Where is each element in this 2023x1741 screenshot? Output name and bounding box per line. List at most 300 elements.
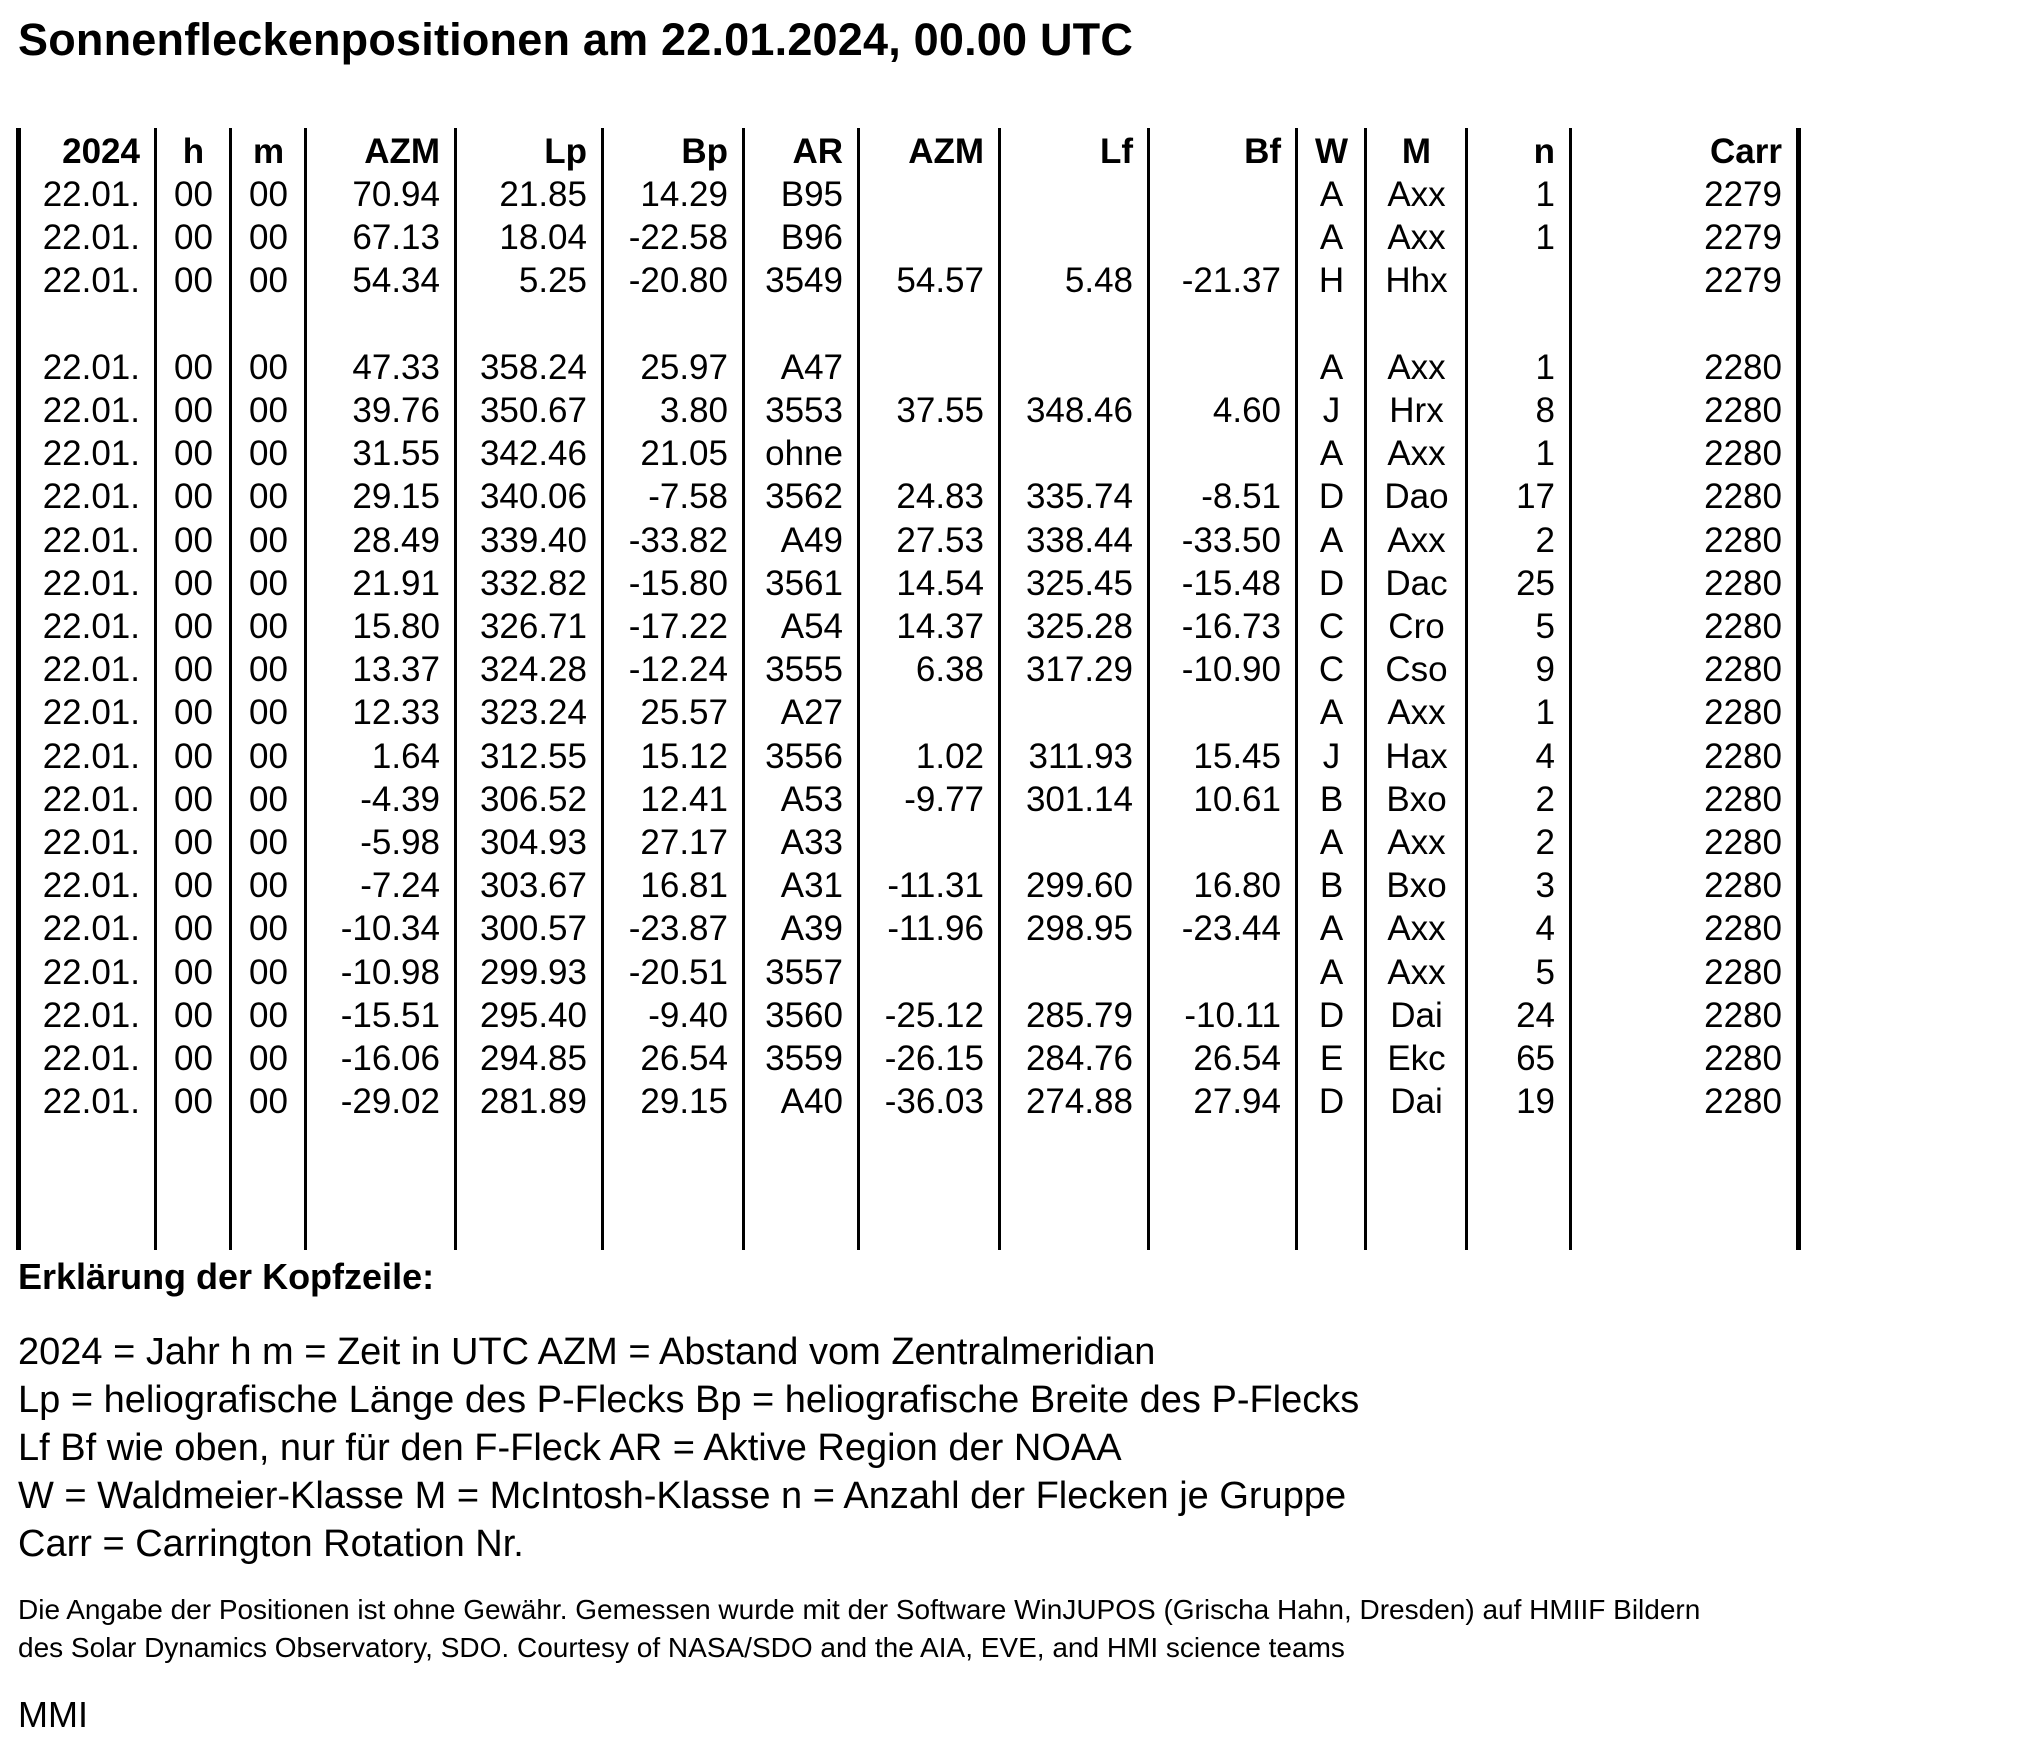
cell-date: 22.01.: [42, 607, 140, 646]
cell-ar: 3549: [765, 261, 843, 300]
cell-mcintosh: Cro: [1388, 607, 1445, 646]
cell-lp: 18.04: [499, 218, 587, 257]
cell-bp: -12.24: [628, 650, 728, 689]
cell-carrington: 2280: [1704, 780, 1782, 819]
cell-waldmeier: D: [1318, 564, 1345, 603]
cell-ar: 3557: [765, 953, 843, 992]
cell-hour: 00: [174, 996, 213, 1035]
cell-ar: A53: [780, 780, 843, 819]
cell-count: 1: [1535, 693, 1555, 732]
header-ar: AR: [792, 132, 843, 171]
cell-minute: 00: [249, 521, 288, 560]
cell-date: 22.01.: [42, 823, 140, 862]
cell-bp: 29.15: [640, 1082, 728, 1121]
cell-lf: 285.79: [1025, 996, 1133, 1035]
cell-azm-p: 70.94: [352, 175, 440, 214]
cell-bp: 3.80: [659, 391, 728, 430]
cell-lp: 294.85: [479, 1039, 587, 1078]
column-rule: [454, 128, 457, 1250]
column-rule: [742, 128, 745, 1250]
cell-date: 22.01.: [42, 953, 140, 992]
cell-minute: 00: [249, 348, 288, 387]
cell-azm-f: -9.77: [904, 780, 984, 819]
cell-carrington: 2280: [1704, 693, 1782, 732]
cell-azm-p: 1.64: [371, 737, 440, 776]
cell-azm-p: 13.37: [352, 650, 440, 689]
cell-ar: 3555: [765, 650, 843, 689]
cell-carrington: 2279: [1704, 218, 1782, 257]
cell-minute: 00: [249, 1082, 288, 1121]
cell-hour: 00: [174, 607, 213, 646]
cell-ar: A49: [780, 521, 843, 560]
cell-carrington: 2280: [1704, 953, 1782, 992]
cell-bp: 15.12: [640, 737, 728, 776]
cell-count: 65: [1516, 1039, 1555, 1078]
cell-azm-f: 27.53: [896, 521, 984, 560]
cell-count: 24: [1516, 996, 1555, 1035]
cell-date: 22.01.: [42, 693, 140, 732]
cell-count: 4: [1535, 737, 1555, 776]
cell-bp: 12.41: [640, 780, 728, 819]
cell-ar: A54: [780, 607, 843, 646]
cell-hour: 00: [174, 693, 213, 732]
cell-mcintosh: Ekc: [1387, 1039, 1446, 1078]
cell-hour: 00: [174, 218, 213, 257]
cell-waldmeier: A: [1319, 693, 1344, 732]
explanation-line-year-time: 2024 = Jahr h m = Zeit in UTC AZM = Abstand vom Zentralmeridian: [18, 1331, 1156, 1373]
cell-count: 9: [1535, 650, 1555, 689]
header-bp: Bp: [681, 132, 728, 171]
cell-azm-p: -16.06: [340, 1039, 440, 1078]
cell-hour: 00: [174, 348, 213, 387]
cell-bp: -17.22: [628, 607, 728, 646]
cell-lf: 299.60: [1025, 866, 1133, 905]
cell-minute: 00: [249, 737, 288, 776]
cell-bf: 15.45: [1193, 737, 1281, 776]
cell-minute: 00: [249, 996, 288, 1035]
cell-hour: 00: [174, 1039, 213, 1078]
cell-waldmeier: A: [1319, 218, 1344, 257]
cell-lp: 295.40: [479, 996, 587, 1035]
cell-carrington: 2280: [1704, 823, 1782, 862]
cell-lp: 326.71: [479, 607, 587, 646]
cell-hour: 00: [174, 175, 213, 214]
cell-minute: 00: [249, 866, 288, 905]
cell-lp: 323.24: [479, 693, 587, 732]
cell-lp: 281.89: [479, 1082, 587, 1121]
cell-bp: 14.29: [640, 175, 728, 214]
cell-hour: 00: [174, 434, 213, 473]
cell-ar: 3553: [765, 391, 843, 430]
cell-count: 17: [1516, 477, 1555, 516]
cell-bp: 26.54: [640, 1039, 728, 1078]
cell-date: 22.01.: [42, 564, 140, 603]
cell-mcintosh: Axx: [1387, 434, 1446, 473]
cell-ar: A39: [780, 909, 843, 948]
cell-lp: 304.93: [479, 823, 587, 862]
cell-azm-p: 15.80: [352, 607, 440, 646]
cell-lp: 342.46: [479, 434, 587, 473]
cell-lp: 5.25: [518, 261, 587, 300]
cell-minute: 00: [249, 564, 288, 603]
cell-lp: 303.67: [479, 866, 587, 905]
header-mcintosh: M: [1401, 132, 1432, 171]
cell-count: 2: [1535, 521, 1555, 560]
cell-waldmeier: A: [1319, 953, 1344, 992]
cell-minute: 00: [249, 175, 288, 214]
cell-waldmeier: C: [1318, 607, 1345, 646]
cell-bf: 10.61: [1193, 780, 1281, 819]
cell-waldmeier: D: [1318, 477, 1345, 516]
cell-mcintosh: Hhx: [1385, 261, 1448, 300]
cell-lf: 338.44: [1025, 521, 1133, 560]
cell-bf: -8.51: [1201, 477, 1281, 516]
cell-date: 22.01.: [42, 175, 140, 214]
cell-bp: -22.58: [628, 218, 728, 257]
cell-date: 22.01.: [42, 1039, 140, 1078]
cell-bf: 26.54: [1193, 1039, 1281, 1078]
cell-bp: -33.82: [628, 521, 728, 560]
cell-lp: 324.28: [479, 650, 587, 689]
cell-date: 22.01.: [42, 218, 140, 257]
cell-lp: 350.67: [479, 391, 587, 430]
cell-ar: A40: [780, 1082, 843, 1121]
cell-bp: -20.51: [628, 953, 728, 992]
cell-date: 22.01.: [42, 391, 140, 430]
cell-count: 25: [1516, 564, 1555, 603]
explanation-line-carrington: Carr = Carrington Rotation Nr.: [18, 1523, 524, 1565]
cell-ar: 3559: [765, 1039, 843, 1078]
cell-count: 19: [1516, 1082, 1555, 1121]
column-rule: [1796, 128, 1801, 1250]
cell-count: 1: [1535, 218, 1555, 257]
column-rule: [601, 128, 604, 1250]
cell-carrington: 2280: [1704, 607, 1782, 646]
cell-hour: 00: [174, 823, 213, 862]
cell-minute: 00: [249, 780, 288, 819]
cell-azm-p: -5.98: [360, 823, 440, 862]
column-rule: [1569, 128, 1572, 1250]
cell-hour: 00: [174, 477, 213, 516]
cell-hour: 00: [174, 391, 213, 430]
column-rule: [1465, 128, 1468, 1250]
cell-bp: 16.81: [640, 866, 728, 905]
cell-minute: 00: [249, 434, 288, 473]
header-date: 2024: [62, 132, 140, 171]
cell-azm-f: -25.12: [884, 996, 984, 1035]
cell-mcintosh: Axx: [1387, 521, 1446, 560]
cell-carrington: 2280: [1704, 391, 1782, 430]
cell-waldmeier: E: [1319, 1039, 1344, 1078]
cell-bf: -15.48: [1181, 564, 1281, 603]
cell-mcintosh: Cso: [1385, 650, 1448, 689]
cell-date: 22.01.: [42, 1082, 140, 1121]
cell-lf: 348.46: [1025, 391, 1133, 430]
cell-mcintosh: Axx: [1387, 175, 1446, 214]
cell-carrington: 2280: [1704, 348, 1782, 387]
cell-ar: ohne: [765, 434, 843, 473]
header-azm-f: AZM: [908, 132, 984, 171]
cell-azm-p: 12.33: [352, 693, 440, 732]
cell-lf: 284.76: [1025, 1039, 1133, 1078]
header-lf: Lf: [1099, 132, 1133, 171]
cell-hour: 00: [174, 866, 213, 905]
cell-waldmeier: B: [1319, 780, 1344, 819]
cell-azm-p: -4.39: [360, 780, 440, 819]
cell-ar: A47: [780, 348, 843, 387]
cell-bp: -20.80: [628, 261, 728, 300]
cell-carrington: 2280: [1704, 477, 1782, 516]
cell-bf: -10.11: [1184, 996, 1281, 1035]
cell-bf: -10.90: [1181, 650, 1281, 689]
cell-minute: 00: [249, 607, 288, 646]
cell-lf: 274.88: [1025, 1082, 1133, 1121]
cell-mcintosh: Dai: [1390, 1082, 1443, 1121]
cell-azm-f: -26.15: [884, 1039, 984, 1078]
column-rule: [857, 128, 860, 1250]
cell-ar: 3561: [765, 564, 843, 603]
header-waldmeier: W: [1314, 132, 1349, 171]
cell-minute: 00: [249, 1039, 288, 1078]
cell-lf: 325.45: [1025, 564, 1133, 603]
cell-bf: -16.73: [1181, 607, 1281, 646]
disclaimer-line-2: des Solar Dynamics Observatory, SDO. Courtesy of NASA/SDO and the AIA, EVE, and HMI science teams: [18, 1632, 1345, 1663]
cell-count: 2: [1535, 780, 1555, 819]
cell-lp: 300.57: [479, 909, 587, 948]
cell-minute: 00: [249, 953, 288, 992]
cell-bf: 16.80: [1193, 866, 1281, 905]
cell-hour: 00: [174, 564, 213, 603]
explanation-title: Erklärung der Kopfzeile:: [18, 1256, 435, 1297]
cell-minute: 00: [249, 909, 288, 948]
cell-date: 22.01.: [42, 909, 140, 948]
cell-azm-p: 29.15: [352, 477, 440, 516]
explanation-line-classes: W = Waldmeier-Klasse M = McIntosh-Klasse n = Anzahl der Flecken je Gruppe: [18, 1475, 1347, 1517]
cell-mcintosh: Dao: [1384, 477, 1449, 516]
cell-count: 1: [1535, 175, 1555, 214]
cell-azm-f: 54.57: [896, 261, 984, 300]
cell-minute: 00: [249, 693, 288, 732]
header-azm-p: AZM: [364, 132, 440, 171]
cell-bp: 25.97: [640, 348, 728, 387]
cell-date: 22.01.: [42, 780, 140, 819]
cell-lp: 340.06: [479, 477, 587, 516]
cell-lp: 358.24: [479, 348, 587, 387]
cell-ar: B96: [780, 218, 843, 257]
cell-carrington: 2279: [1704, 175, 1782, 214]
cell-carrington: 2280: [1704, 1082, 1782, 1121]
cell-carrington: 2280: [1704, 650, 1782, 689]
cell-count: 8: [1535, 391, 1555, 430]
cell-lf: 325.28: [1025, 607, 1133, 646]
cell-bp: -9.40: [648, 996, 728, 1035]
cell-lp: 312.55: [479, 737, 587, 776]
cell-carrington: 2280: [1704, 737, 1782, 776]
cell-hour: 00: [174, 780, 213, 819]
explanation-line-lf-bf: Lf Bf wie oben, nur für den F-Fleck AR = Aktive Region der NOAA: [18, 1427, 1122, 1469]
cell-azm-p: -7.24: [360, 866, 440, 905]
cell-ar: A31: [780, 866, 843, 905]
cell-carrington: 2279: [1704, 261, 1782, 300]
cell-mcintosh: Bxo: [1386, 780, 1447, 819]
cell-carrington: 2280: [1704, 996, 1782, 1035]
cell-waldmeier: H: [1318, 261, 1345, 300]
header-bf: Bf: [1244, 132, 1281, 171]
cell-date: 22.01.: [42, 434, 140, 473]
page-title: Sonnenfleckenpositionen am 22.01.2024, 00.00 UTC: [18, 14, 1134, 65]
cell-carrington: 2280: [1704, 909, 1782, 948]
cell-ar: A27: [780, 693, 843, 732]
cell-azm-f: 6.38: [915, 650, 984, 689]
cell-carrington: 2280: [1704, 1039, 1782, 1078]
cell-lf: 311.93: [1028, 737, 1133, 776]
cell-count: 4: [1535, 909, 1555, 948]
cell-count: 5: [1535, 607, 1555, 646]
cell-azm-p: 54.34: [352, 261, 440, 300]
cell-azm-p: -10.98: [340, 953, 440, 992]
cell-azm-f: -11.96: [887, 909, 984, 948]
cell-date: 22.01.: [42, 737, 140, 776]
cell-bp: 21.05: [640, 434, 728, 473]
cell-count: 3: [1535, 866, 1555, 905]
cell-waldmeier: A: [1319, 823, 1344, 862]
cell-mcintosh: Bxo: [1386, 866, 1447, 905]
cell-waldmeier: A: [1319, 434, 1344, 473]
column-rule: [304, 128, 307, 1250]
cell-lf: 301.14: [1025, 780, 1133, 819]
header-count: n: [1533, 132, 1555, 171]
cell-mcintosh: Dac: [1385, 564, 1448, 603]
cell-date: 22.01.: [42, 996, 140, 1035]
cell-azm-f: -36.03: [884, 1082, 984, 1121]
cell-minute: 00: [249, 391, 288, 430]
cell-azm-f: 24.83: [896, 477, 984, 516]
cell-ar: A33: [780, 823, 843, 862]
cell-lp: 339.40: [479, 521, 587, 560]
cell-minute: 00: [249, 261, 288, 300]
cell-lp: 299.93: [479, 953, 587, 992]
cell-lf: 317.29: [1025, 650, 1133, 689]
cell-waldmeier: J: [1322, 391, 1341, 430]
cell-azm-p: -10.34: [340, 909, 440, 948]
cell-waldmeier: C: [1318, 650, 1345, 689]
cell-carrington: 2280: [1704, 866, 1782, 905]
header-lp: Lp: [544, 132, 587, 171]
column-rule: [1147, 128, 1150, 1250]
cell-azm-f: 14.54: [896, 564, 984, 603]
cell-mcintosh: Dai: [1390, 996, 1443, 1035]
cell-azm-p: -15.51: [340, 996, 440, 1035]
column-rule: [998, 128, 1001, 1250]
column-rule: [229, 128, 232, 1250]
cell-lp: 332.82: [479, 564, 587, 603]
cell-bp: 25.57: [640, 693, 728, 732]
cell-waldmeier: A: [1319, 348, 1344, 387]
cell-minute: 00: [249, 218, 288, 257]
header-carrington: Carr: [1710, 132, 1782, 171]
cell-azm-p: 28.49: [352, 521, 440, 560]
cell-waldmeier: A: [1319, 909, 1344, 948]
cell-lp: 306.52: [479, 780, 587, 819]
cell-mcintosh: Axx: [1387, 218, 1446, 257]
cell-ar: B95: [780, 175, 843, 214]
cell-bp: -15.80: [628, 564, 728, 603]
column-rule: [1295, 128, 1298, 1250]
cell-bf: -33.50: [1181, 521, 1281, 560]
cell-lp: 21.85: [499, 175, 587, 214]
cell-count: 2: [1535, 823, 1555, 862]
cell-hour: 00: [174, 909, 213, 948]
cell-count: 1: [1535, 434, 1555, 473]
cell-waldmeier: A: [1319, 521, 1344, 560]
cell-mcintosh: Axx: [1387, 348, 1446, 387]
cell-minute: 00: [249, 823, 288, 862]
header-hour: h: [182, 132, 205, 171]
cell-date: 22.01.: [42, 477, 140, 516]
author-signature: MMI: [18, 1694, 88, 1735]
cell-waldmeier: D: [1318, 996, 1345, 1035]
cell-azm-f: -11.31: [887, 866, 984, 905]
cell-lf: 5.48: [1064, 261, 1133, 300]
explanation-line-lp-bp: Lp = heliografische Länge des P-Flecks Bp = heliografische Breite des P-Flecks: [18, 1379, 1360, 1421]
cell-hour: 00: [174, 521, 213, 560]
cell-azm-f: 37.55: [896, 391, 984, 430]
cell-mcintosh: Axx: [1387, 823, 1446, 862]
cell-lf: 335.74: [1025, 477, 1133, 516]
cell-azm-p: 47.33: [352, 348, 440, 387]
cell-bf: 27.94: [1193, 1082, 1281, 1121]
column-rule: [154, 128, 157, 1250]
cell-ar: 3560: [765, 996, 843, 1035]
column-rule: [1364, 128, 1367, 1250]
cell-azm-f: 14.37: [896, 607, 984, 646]
cell-bp: -23.87: [628, 909, 728, 948]
header-minute: m: [252, 132, 285, 171]
cell-ar: 3556: [765, 737, 843, 776]
cell-waldmeier: A: [1319, 175, 1344, 214]
cell-azm-p: 67.13: [352, 218, 440, 257]
cell-date: 22.01.: [42, 866, 140, 905]
cell-mcintosh: Axx: [1387, 693, 1446, 732]
cell-azm-p: 21.91: [352, 564, 440, 603]
cell-hour: 00: [174, 1082, 213, 1121]
cell-lf: 298.95: [1025, 909, 1133, 948]
cell-azm-p: 39.76: [352, 391, 440, 430]
cell-mcintosh: Hax: [1385, 737, 1448, 776]
cell-date: 22.01.: [42, 261, 140, 300]
cell-hour: 00: [174, 737, 213, 776]
cell-azm-p: 31.55: [352, 434, 440, 473]
cell-minute: 00: [249, 650, 288, 689]
cell-hour: 00: [174, 261, 213, 300]
cell-waldmeier: B: [1319, 866, 1344, 905]
cell-waldmeier: J: [1322, 737, 1341, 776]
cell-mcintosh: Hrx: [1389, 391, 1444, 430]
cell-hour: 00: [174, 650, 213, 689]
cell-carrington: 2280: [1704, 434, 1782, 473]
cell-waldmeier: D: [1318, 1082, 1345, 1121]
cell-azm-p: -29.02: [340, 1082, 440, 1121]
cell-azm-f: 1.02: [915, 737, 984, 776]
cell-count: 1: [1535, 348, 1555, 387]
disclaimer-line-1: Die Angabe der Positionen ist ohne Gewähr. Gemessen wurde mit der Software WinJUPOS (Grischa Hahn, Dresden) auf HMIIF Bildern: [18, 1594, 1701, 1625]
cell-date: 22.01.: [42, 348, 140, 387]
cell-minute: 00: [249, 477, 288, 516]
cell-carrington: 2280: [1704, 564, 1782, 603]
cell-date: 22.01.: [42, 650, 140, 689]
cell-bf: 4.60: [1212, 391, 1281, 430]
cell-carrington: 2280: [1704, 521, 1782, 560]
